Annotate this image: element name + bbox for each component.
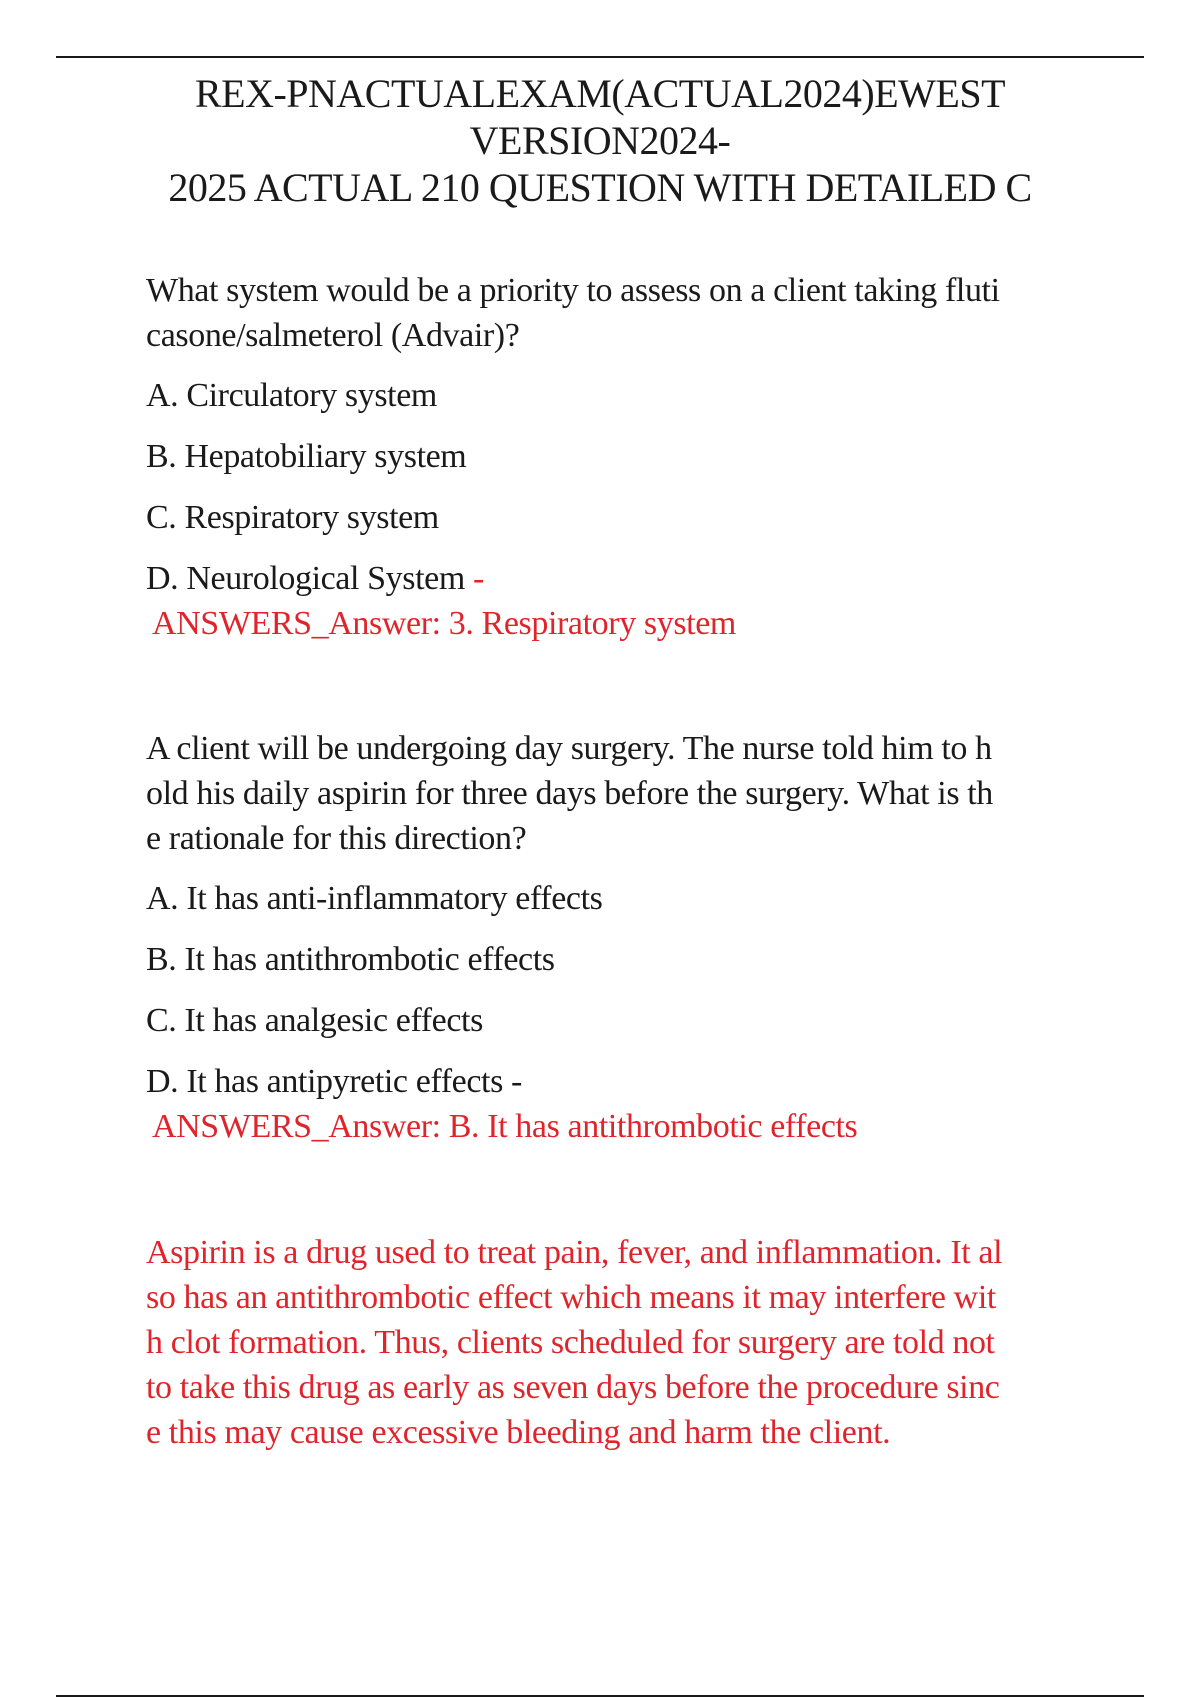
question-1-option-d-dash: - — [472, 560, 484, 597]
rationale-line-1: Aspirin is a drug used to treat pain, fever, and inflammation. It al — [146, 1234, 1003, 1271]
bottom-rule — [56, 1695, 1144, 1697]
question-1-option-a: A. Circulatory system — [146, 377, 437, 414]
question-2-stem-line-2: old his daily aspirin for three days before the surgery. What is th — [146, 775, 993, 812]
question-1-stem-line-2: casone/salmeterol (Advair)? — [146, 317, 520, 354]
question-1-options — [146, 373, 1066, 601]
question-2-option-b: B. It has antithrombotic effects — [146, 941, 555, 978]
question-1-option-d — [146, 556, 1066, 601]
question-1-option-c: C. Respiratory system — [146, 499, 439, 536]
rationale-line-5: e this may cause excessive bleeding and harm the client. — [146, 1414, 891, 1451]
question-2-option-c: C. It has analgesic effects — [146, 1002, 483, 1039]
rationale-line-4: to take this drug as early as seven days before the procedure sinc — [146, 1369, 1000, 1406]
question-1-answer: ANSWERS_Answer: 3. Respiratory system — [152, 605, 736, 642]
question-1 — [146, 268, 1066, 646]
question-1-stem-line-1: What system would be a priority to assess on a client taking fluti — [146, 272, 1000, 309]
title-line-3: 2025 ACTUAL 210 QUESTION WITH DETAILED C — [168, 165, 1032, 210]
question-1-stem — [146, 268, 1066, 358]
question-1-option-b: B. Hepatobiliary system — [146, 438, 467, 475]
question-2-options — [146, 876, 1066, 1104]
rationale-line-2: so has an antithrombotic effect which means it may interfere wit — [146, 1279, 996, 1316]
question-2-rationale — [146, 1230, 1066, 1455]
top-rule — [56, 56, 1144, 58]
document-title — [100, 70, 1100, 211]
question-2-answer: ANSWERS_Answer: B. It has antithrombotic effects — [152, 1108, 858, 1145]
question-2 — [146, 726, 1066, 1149]
title-line-2: VERSION2024- — [469, 118, 731, 163]
rationale-line-3: h clot formation. Thus, clients scheduled for surgery are told not — [146, 1324, 995, 1361]
question-2-stem — [146, 726, 1066, 861]
title-line-1: REX-PNACTUALEXAM(ACTUAL2024)EWEST — [194, 71, 1006, 116]
question-2-option-a: A. It has anti-inflammatory effects — [146, 880, 603, 917]
question-1-option-d-text: D. Neurological System — [146, 560, 465, 597]
question-2-option-d: D. It has antipyretic effects - — [146, 1063, 522, 1100]
question-2-stem-line-3: e rationale for this direction? — [146, 820, 527, 857]
question-2-stem-line-1: A client will be undergoing day surgery. The nurse told him to h — [146, 730, 992, 767]
